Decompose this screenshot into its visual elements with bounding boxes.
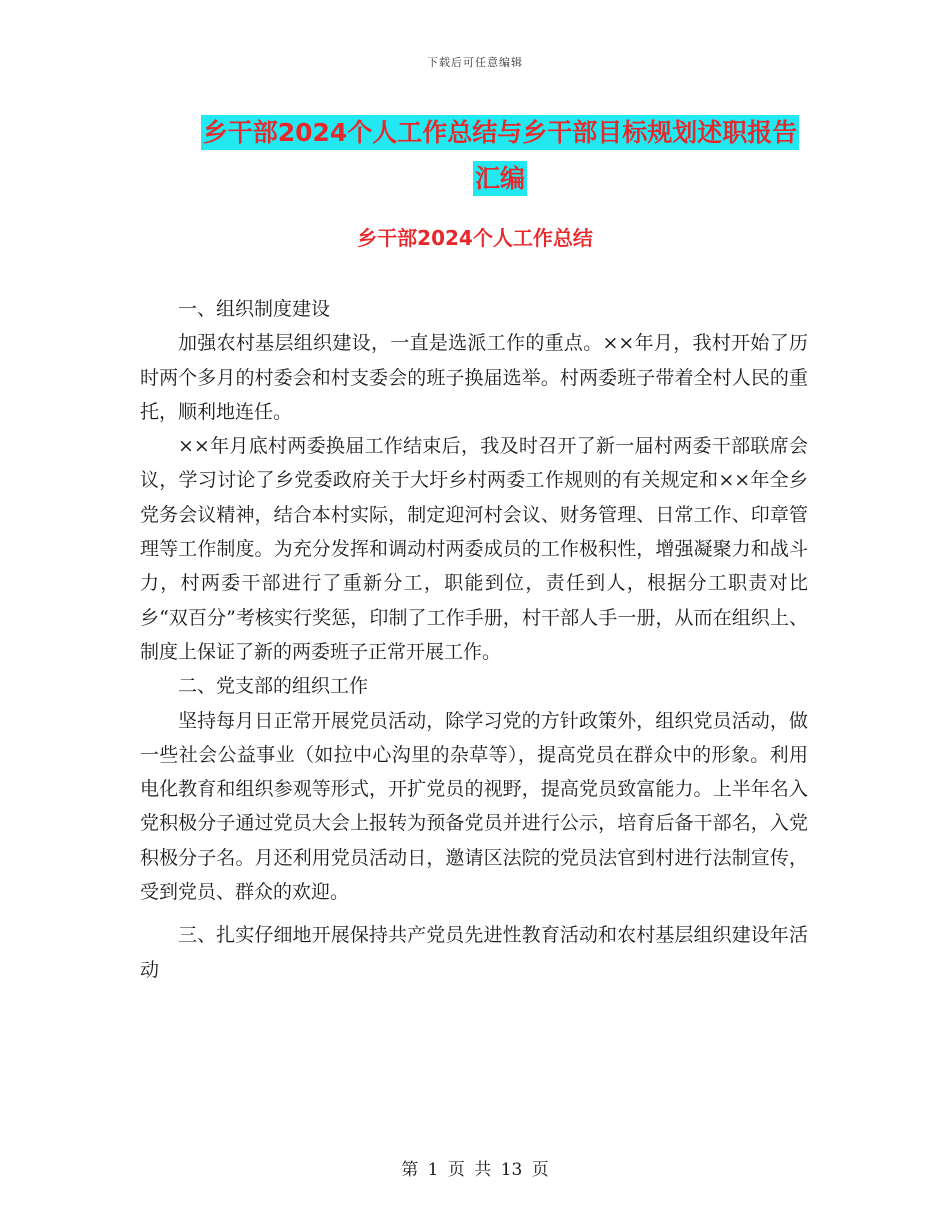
- document-title-line2: 汇编: [473, 161, 527, 196]
- document-title: [140, 110, 860, 202]
- page-header-note: 下载后可任意编辑: [427, 56, 523, 69]
- body-paragraph: ××年月底村两委换届工作结束后，我及时召开了新一届村两委干部联席会议，学习讨论了乡党委政府关于大圩乡村两委工作规则的有关规定和××年全乡党务会议精神，结合本村实际，制定迎河村会议、财务管理、日常工作、印章管理等工作制度。为充分发挥和调动村两委成员的工作极积性，增强凝聚力和战斗力，村两委干部进行了重新分工，职能到位，责任到人，根据分工职责对比乡“双百分”考核实行奖惩，印制了工作手册，村干部人手一册，从而在组织上、制度上保证了新的两委班子正常开展工作。: [140, 435, 808, 663]
- section-title: 乡干部2024个人工作总结: [357, 226, 593, 250]
- body-paragraph: 加强农村基层组织建设，一直是选派工作的重点。××年月，我村开始了历时两个多月的村委会和村支委会的班子换届选举。村两委班子带着全村人民的重托，顺利地连任。: [140, 332, 808, 423]
- page-number: 第 1 页 共 13 页: [401, 1160, 549, 1180]
- document-title-line1: 乡干部2024个人工作总结与乡干部目标规划述职报告: [201, 115, 800, 150]
- heading-organization-system: 一、组织制度建设: [178, 298, 331, 320]
- heading-party-branch-work: 二、党支部的组织工作: [178, 675, 369, 698]
- body-paragraph: 坚持每月日正常开展党员活动，除学习党的方针政策外，组织党员活动，做一些社会公益事业（如拉中心沟里的杂草等），提高党员在群众中的形象。利用电化教育和组织参观等形式，开扩党员的视野，提高党员致富能力。上半年名入党积极分子通过党员大会上报转为预备党员并进行公示，培育后备干部名，入党积极分子名。月还利用党员活动日，邀请区法院的党员法官到村进行法制宣传，受到党员、群众的欢迎。: [140, 709, 808, 904]
- document-body: [140, 292, 808, 987]
- heading-advanced-education: 三、扎实仔细地开展保持共产党员先进性教育活动和农村基层组织建设年活动: [140, 924, 808, 981]
